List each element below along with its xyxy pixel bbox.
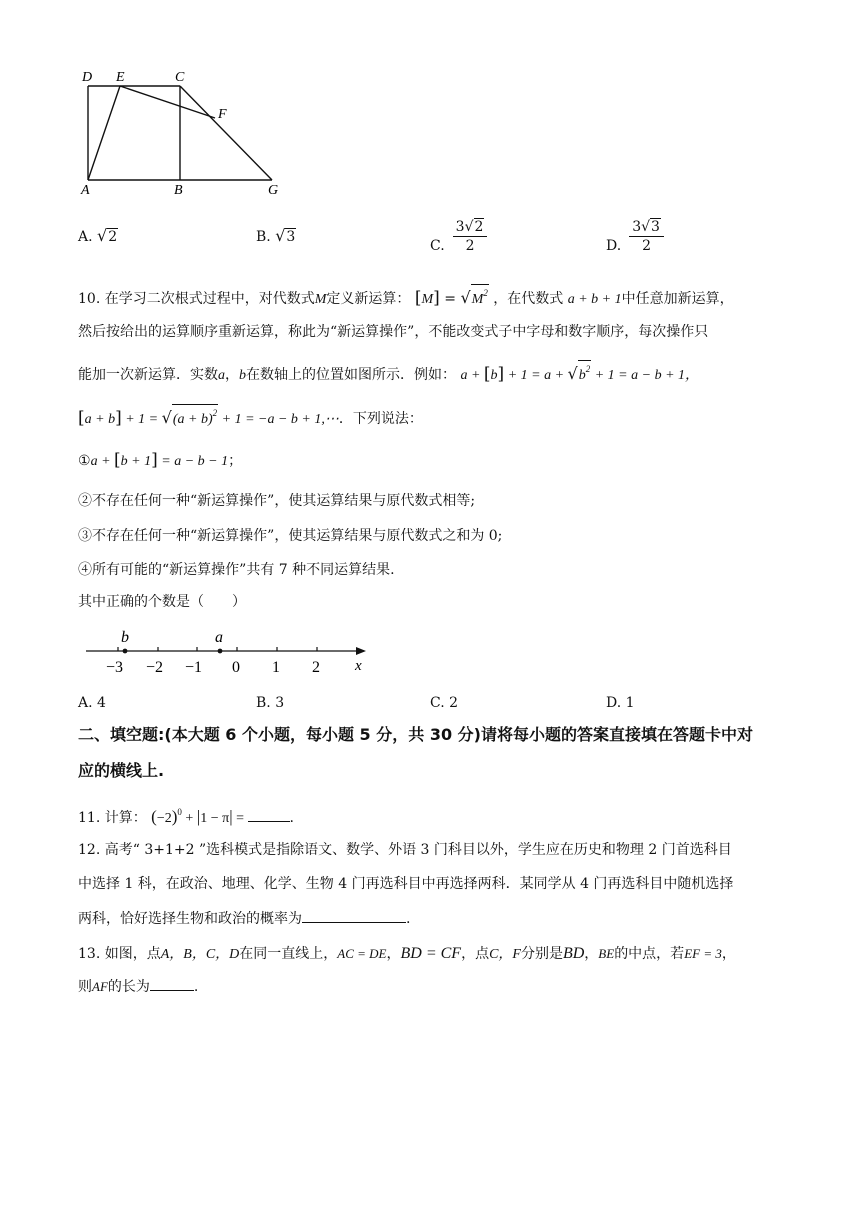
text: ，在代数式 [493, 291, 564, 307]
segment-EF [120, 86, 215, 118]
q10-statement-2: ②不存在任何一种“新运算操作”，使其运算结果与原代数式相等; [78, 493, 476, 509]
q10-line2: 然后按给出的运算顺序重新运算，称此为“新运算操作”，不能改变式子中字母和数字顺序，每次操作只 [78, 324, 709, 340]
option-value: 3 [286, 229, 296, 245]
q10-line1 [78, 284, 734, 310]
q9-option-c [430, 216, 487, 256]
label-B: B [174, 183, 183, 198]
q9-figure [76, 66, 296, 198]
segment-CG [180, 86, 272, 180]
q9-option-d [606, 216, 664, 256]
radicand: 2 [474, 218, 484, 235]
text: 在同一直线上， [239, 946, 338, 962]
expression: a + b + 1 [567, 292, 622, 307]
tick-label: −3 [106, 659, 124, 676]
text: ．下列说法： [338, 411, 423, 427]
points-ABCD: A，B，C，D [160, 947, 240, 962]
q9-option-b [256, 226, 296, 247]
denominator: 2 [642, 237, 652, 254]
segment-BD: BD [562, 945, 585, 962]
axis-arrow [356, 647, 366, 655]
tick-label: 1 [272, 659, 280, 676]
q10-option-a: A. 4 [78, 695, 106, 711]
text: 中任意加新运算， [621, 291, 734, 307]
text: 在数轴上的位置如图所示．例如： [246, 367, 456, 383]
point-b [123, 649, 128, 654]
var-a: a [218, 368, 225, 383]
text: 的长为 [107, 979, 150, 995]
text: 则 [78, 979, 92, 995]
label-A: A [81, 183, 90, 198]
definition-formula: $[M] = √M^2$ [415, 291, 489, 307]
q12-line1: 12. 高考“ 3+1+2 ”选科模式是指除语文、数学、外语 3 门科目以外，学生应在历史和物理 2 门首选科目 [78, 842, 732, 858]
answer-blank[interactable] [248, 807, 290, 822]
text: 能加一次新运算．实数 [78, 367, 218, 383]
q10-option-c: C. 2 [430, 695, 459, 711]
axis-label-x: x [355, 658, 362, 674]
option-fraction: $\frac{3√3}{2}$ [629, 218, 664, 255]
text: 11. 计算： [78, 810, 147, 826]
tick-label: 2 [312, 659, 320, 676]
q10-ask: 其中正确的个数是（ ） [78, 594, 246, 610]
equation-ef: EF = 3 [684, 946, 722, 961]
q11-formula: $(-2)^0 + |1 - \pi|$ = [151, 807, 248, 826]
example-formula-1: $a + [b] + 1 = a + √b^2 + 1 = a - b + 1$， [460, 368, 699, 383]
text: ，点 [461, 946, 490, 962]
question-number: 10. [78, 291, 101, 307]
circled-1: ① [78, 453, 91, 469]
example-formula-2: $[a + b] + 1 = √(a + b)^2 + 1 = -a - b$ + 1,⋯ [78, 412, 339, 427]
text: 的中点，若 [614, 946, 685, 962]
segment-BE: BE [598, 946, 615, 961]
q10-number-line [80, 626, 380, 680]
section-2-header-line2: 应的横线上. [78, 761, 165, 780]
label-D: D [82, 70, 93, 85]
answer-blank[interactable] [302, 908, 406, 923]
q13-line2 [78, 976, 198, 997]
q12-line2: 中选择 1 科，在政治、地理、化学、生物 4 门再选科目中再选择两科．某同学从 4 门再选科目中随机选择 [78, 876, 734, 892]
answer-blank[interactable] [150, 976, 194, 991]
text: . [289, 810, 294, 826]
coef: 3 [455, 218, 465, 235]
text: 分别是 [520, 946, 563, 962]
q12-line3 [78, 908, 410, 929]
q13-line1: 13. 如图，点A，B，C，D在同一直线上，AC = DE，BD = CF，点C，F分别是BD，BE的中点，若EF = 3， [78, 945, 736, 962]
sqrt-sign: √ [97, 226, 108, 245]
text: ， [225, 367, 239, 383]
equation-bd-cf: BD = CF [400, 945, 462, 962]
text: 定义新运算： [326, 291, 411, 307]
q10-statement-1 [78, 450, 242, 472]
label-C: C [175, 70, 185, 85]
point-a-label: a [215, 629, 223, 646]
var-b: b [239, 368, 246, 383]
tick-label: −1 [185, 659, 203, 676]
label-F: F [218, 107, 227, 122]
point-a [218, 649, 223, 654]
denominator: 2 [465, 237, 475, 254]
option-letter: C. [430, 238, 445, 254]
q10-option-b: B. 3 [256, 695, 285, 711]
option-fraction: $\frac{3√2}{2}$ [453, 218, 488, 255]
label-E: E [116, 70, 125, 85]
q10-line4 [78, 404, 423, 430]
option-value: 2 [108, 229, 118, 245]
radicand: 3 [651, 218, 660, 235]
sqrt-sign: √ [275, 226, 286, 245]
text: 两科，恰好选择生物和政治的概率为 [78, 911, 302, 927]
text: . [406, 911, 411, 927]
equation-ac-de: AC = DE [337, 946, 387, 961]
segment-AE [88, 86, 120, 180]
option-letter: D. [606, 238, 622, 254]
segment-AF: AF [92, 979, 108, 994]
q10-line3 [78, 360, 699, 386]
point-b-label: b [121, 629, 129, 646]
label-G: G [268, 183, 279, 198]
q10-statement-4: ④所有可能的“新运算操作”共有 7 种不同运算结果. [78, 562, 395, 578]
q9-option-a [78, 226, 118, 247]
points-CF: C，F [489, 947, 521, 962]
tick-label: −2 [146, 659, 164, 676]
q10-option-d: D. 1 [606, 695, 635, 711]
text: 13. 如图，点 [78, 946, 161, 962]
text: ； [228, 453, 243, 469]
option-letter: B. [256, 229, 271, 245]
text: 在学习二次根式过程中，对代数式 [104, 291, 315, 307]
option-letter: A. [78, 229, 93, 245]
q11-line [78, 802, 294, 829]
statement-1-formula: a + [b + 1] = a − b − 1 [90, 450, 229, 470]
coef: 3 [632, 218, 642, 235]
var-M: M [314, 292, 327, 307]
text: . [193, 979, 199, 995]
section-2-header-line1: 二、填空题:(本大题 6 个小题，每小题 5 分，共 30 分)请将每小题的答案直接填在答题卡中对 [78, 725, 753, 744]
tick-label: 0 [232, 659, 240, 676]
q10-statement-3: ③不存在任何一种“新运算操作”，使其运算结果与原代数式之和为 0; [78, 528, 503, 544]
